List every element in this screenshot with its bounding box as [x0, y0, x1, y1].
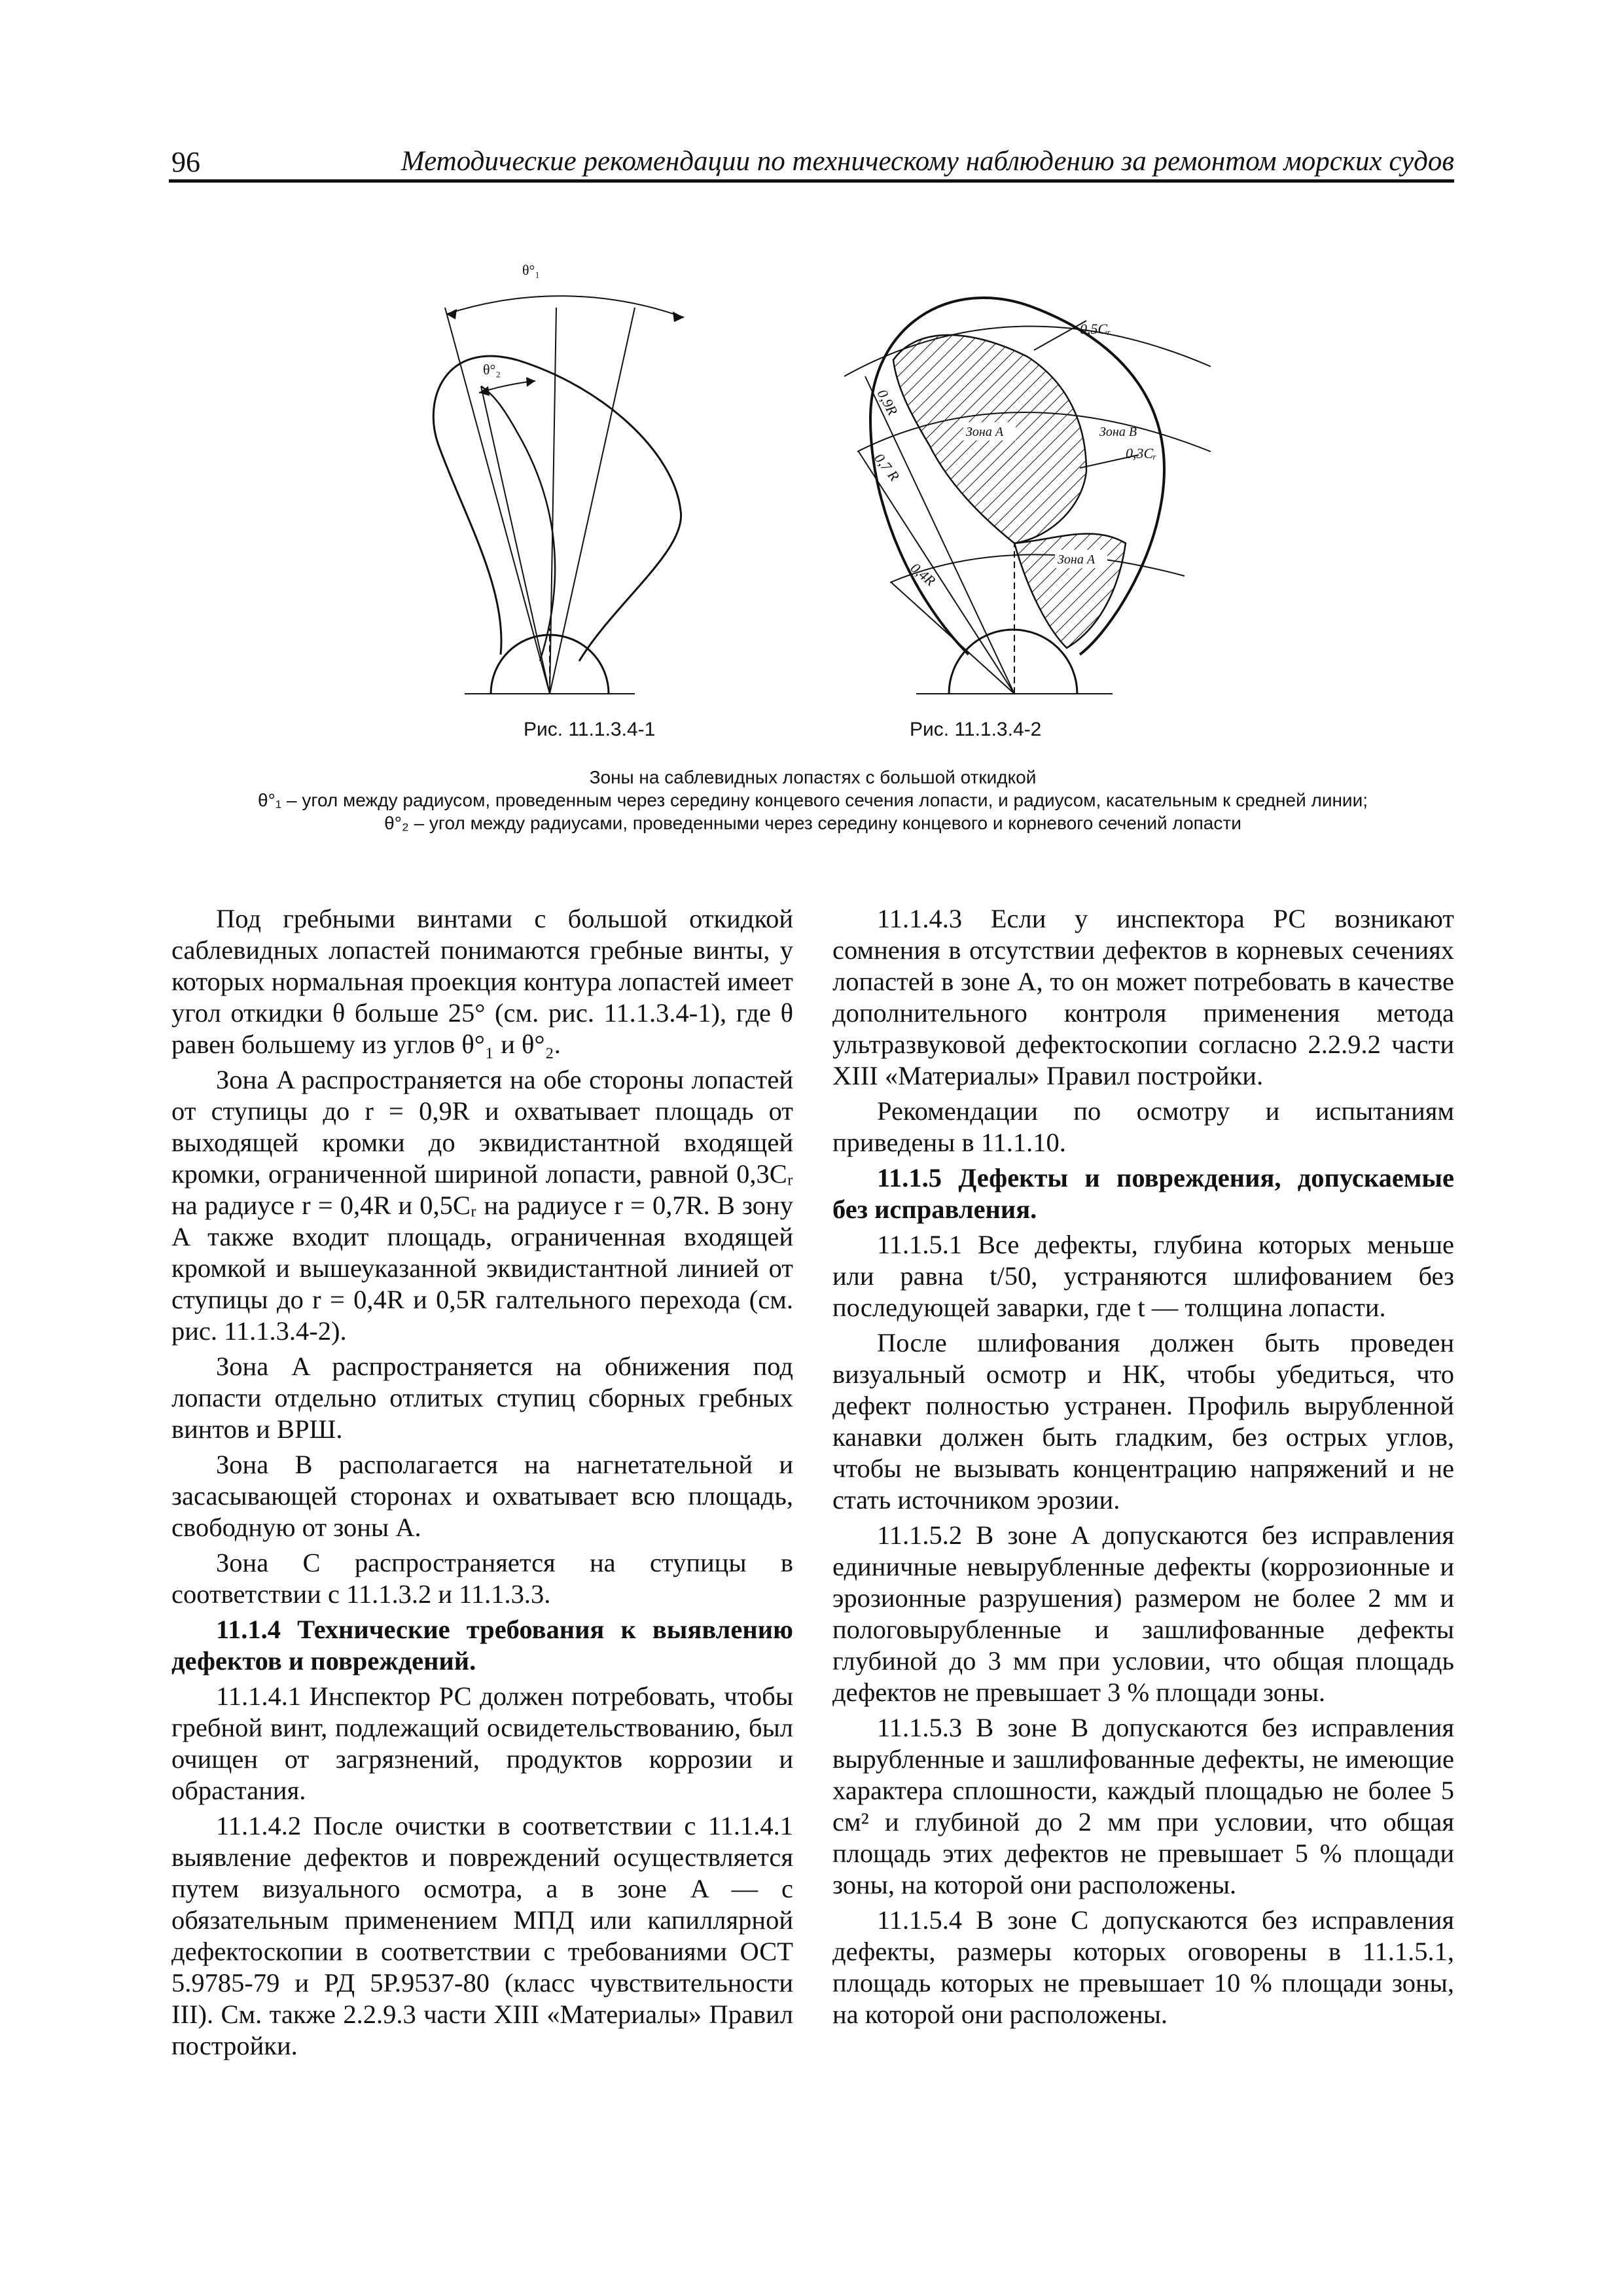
paragraph: 11.1.5.2 В зоне A допускаются без исправления единичные невырубленные дефекты (коррозионные и эрозионные разрушения) размером не более 2 мм и пологовырубленные и зашлифованные дефекты глубиной до 3 мм при условии, что общая площадь дефектов не превышает 3 % площади зоны.: [832, 1520, 1454, 1707]
paragraph: Зона C распространяется на ступицы в соответствии с 11.1.3.2 и 11.1.3.3.: [171, 1548, 793, 1609]
fig2-label-03cr: 0,3Cᵣ: [1126, 445, 1157, 461]
section-heading: 11.1.5 Дефекты и повреждения, допускаемые без исправления.: [832, 1163, 1454, 1224]
fig2-label-04r: 0,4R: [907, 559, 939, 590]
header-rule: [169, 179, 1454, 183]
paragraph: 11.1.5.1 Все дефекты, глубина которых меньше или равна t/50, устраняются шлифованием без последующей заварки, где t — толщина лопасти.: [832, 1230, 1454, 1322]
paragraph: Зона A распространяется на обе стороны лопастей от ступицы до r = 0,9R и охватывает площадь от выходящей кромки до эквидистантной входящей кромки, ограниченной шириной лопасти, равной 0,3Cᵣ на радиусе r = 0,4R и 0,5Cᵣ на радиусе r = 0,7R. В зону A также входит площадь, ограниченная входящей кромкой и вышеуказанной эквидистантной линией от ступицы до r = 0,4R и 0,5R галтельного перехода (см. рис. 11.1.3.4-2).: [171, 1065, 793, 1346]
figure-2-zones-diagram: [818, 236, 1230, 720]
fig1-theta1-label: θ°₁: [522, 262, 541, 278]
figure-2-label: Рис. 11.1.3.4-2: [910, 719, 1042, 740]
fig2-label-09r: 0,9R: [874, 386, 901, 418]
paragraph: Рекомендации по осмотру и испытаниям приведены в 11.1.10.: [832, 1096, 1454, 1157]
caption-line-3: θ°₂ – угол между радиусами, проведенными через середину концевого и корневого сечений лопасти: [384, 813, 1241, 833]
fig1-mid-line: [481, 386, 555, 661]
page-number: 96: [171, 146, 200, 178]
left-column: [171, 903, 793, 2066]
fig2-label-07r: 0,7 R: [871, 450, 903, 484]
right-column: [832, 903, 1454, 2034]
fig2-label-zone-b: Зона B: [1099, 425, 1137, 439]
paragraph: 11.1.4.3 Если у инспектора РС возникают сомнения в отсутствии дефектов в корневых сечениях лопастей в зоне A, то он может потребовать в качестве дополнительного контроля применения метода ультразвуковой дефектоскопии согласно 2.2.9.2 части XIII «Материалы» Правил постройки.: [832, 904, 1454, 1090]
caption-line-1: Зоны на саблевидных лопастях с большой откидкой: [589, 767, 1037, 787]
section-heading: 11.1.4 Технические требования к выявлению дефектов и повреждений.: [171, 1615, 793, 1676]
figure-1-blade-diagram: [366, 236, 733, 720]
paragraph: 11.1.4.2 После очистки в соответствии с 11.1.4.1 выявление дефектов и повреждений осуществляется путем визуального осмотра, а в зоне A — с обязательным применением МПД или капиллярной дефектоскопии в соответствии с требованиями ОСТ 5.9785-79 и РД 5Р.9537-80 (класс чувствительности III). См. также 2.2.9.3 части XIII «Материалы» Правил постройки.: [171, 1811, 793, 2060]
paragraph: Зона B располагается на нагнетательной и засасывающей сторонах и охватывает всю площадь, свободную от зоны A.: [171, 1450, 793, 1542]
paragraph: Зона A распространяется на обнижения под лопасти отдельно отлитых ступиц сборных гребных винтов и ВРШ.: [171, 1352, 793, 1444]
fig2-label-zone-a-upper: Зона А: [966, 425, 1004, 439]
running-title: Методические рекомендации по техническому наблюдению за ремонтом морских судов: [401, 146, 1454, 177]
fig2-label-05cr: 0,5Cᵣ: [1080, 321, 1111, 337]
figure-1-label: Рис. 11.1.3.4-1: [524, 719, 656, 740]
fig1-theta1-arc: [446, 296, 684, 317]
caption-line-2: θ°₁ – угол между радиусом, проведенным через середину концевого сечения лопасти, и радиусом, касательным к средней линии;: [258, 790, 1368, 810]
paragraph: 11.1.5.3 В зоне B допускаются без исправления вырубленные и зашлифованные дефекты, не имеющие характера сплошности, каждый площадью не более 5 см² и глубиной до 2 мм при условии, что общая площадь этих дефектов не превышает 5 % площади зоны, на которой они расположены.: [832, 1713, 1454, 1899]
fig1-theta2-label: θ°₂: [483, 361, 501, 378]
paragraph: Под гребными винтами с большой откидкой саблевидных лопастей понимаются гребные винты, у которых нормальная проекция контура лопастей имеет угол откидки θ больше 25° (см. рис. 11.1.3.4-1), где θ равен большему из углов θ°₁ и θ°₂.: [171, 904, 793, 1059]
fig2-label-zone-a-lower: Зона А: [1058, 552, 1096, 567]
paragraph: 11.1.4.1 Инспектор РС должен потребовать, чтобы гребной винт, подлежащий освидетельствованию, был очищен от загрязнений, продуктов коррозии и обрастания.: [171, 1681, 793, 1805]
paragraph: После шлифования должен быть проведен визуальный осмотр и НК, чтобы убедиться, что дефект полностью устранен. Профиль вырубленной канавки должен быть гладким, без острых углов, чтобы не вызывать концентрацию напряжений и не стать источником эрозии.: [832, 1328, 1454, 1515]
figure-caption: [171, 766, 1454, 834]
paragraph: 11.1.5.4 В зоне C допускаются без исправления дефекты, размеры которых оговорены в 11.1.5.1, площадь которых не превышает 10 % площади зоны, на которой они расположены.: [832, 1905, 1454, 2029]
